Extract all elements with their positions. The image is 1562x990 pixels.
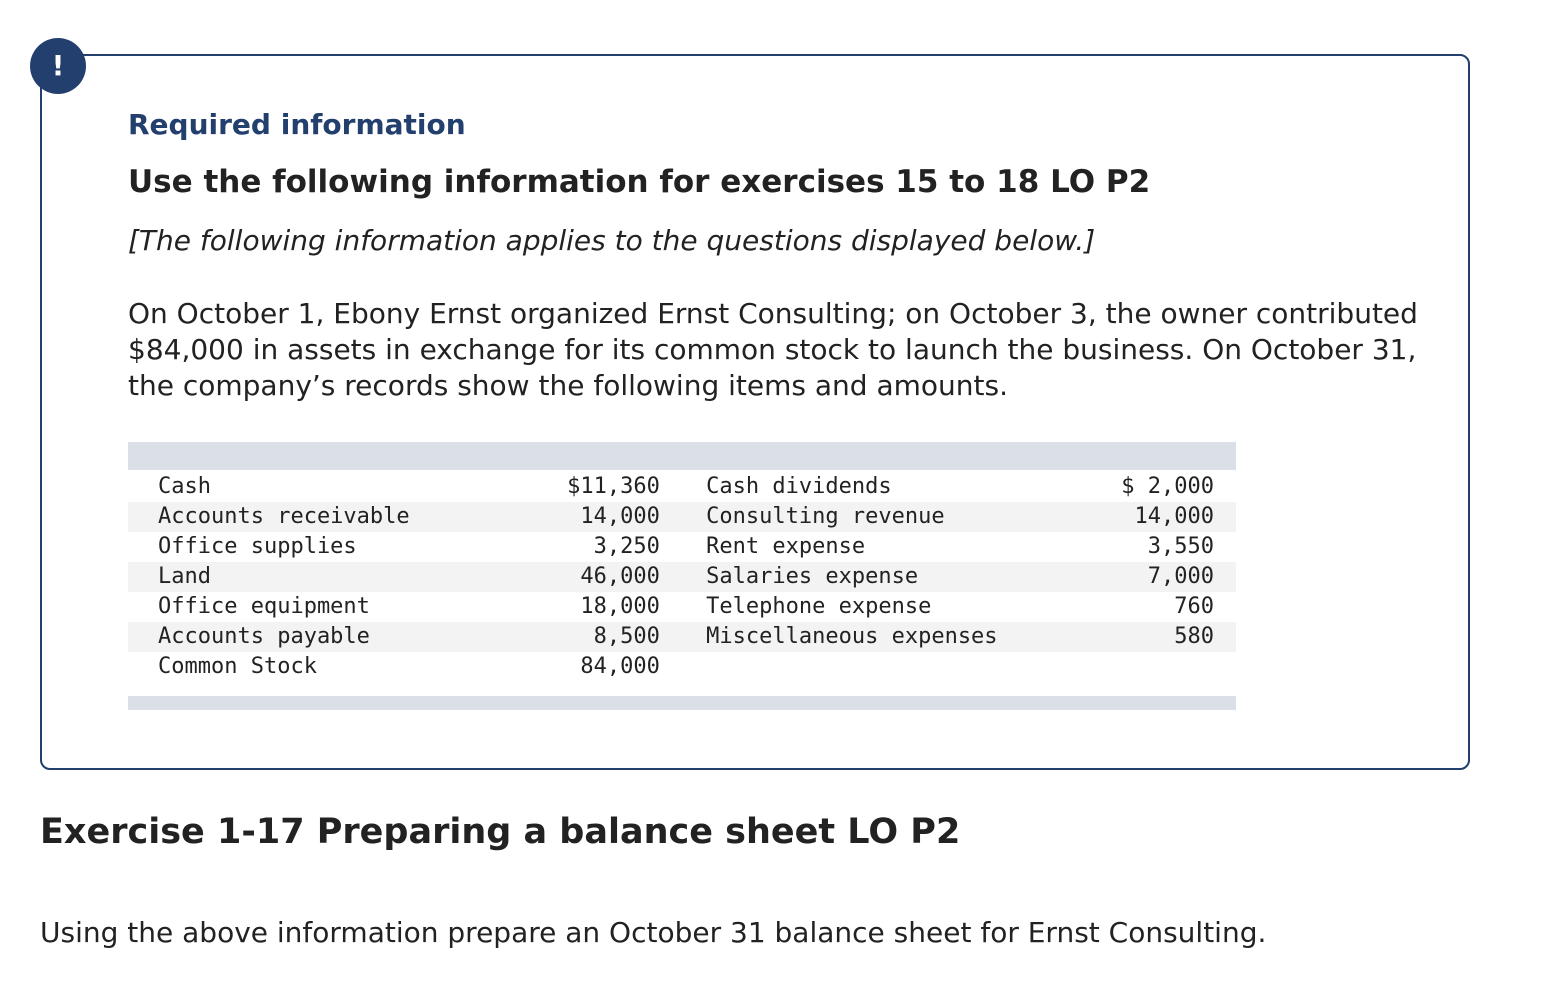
left-account-amount: 18,000 <box>580 594 660 619</box>
table-header-bar <box>128 442 1236 470</box>
table-row <box>128 502 1236 532</box>
exercise-title: Exercise 1-17 Preparing a balance sheet LO P2 <box>40 812 961 852</box>
exclamation-icon: ! <box>30 38 86 94</box>
right-account-amount: $ 2,000 <box>1121 474 1214 499</box>
exercise-instruction: Using the above information prepare an October 31 balance sheet for Ernst Consulting. <box>40 916 1267 949</box>
right-account-label: Salaries expense <box>706 562 1089 592</box>
right-account-label: Telephone expense <box>706 594 932 619</box>
required-information-panel <box>40 54 1470 770</box>
column-gap <box>660 592 706 622</box>
right-account-amount: 7,000 <box>1089 562 1236 592</box>
table-row <box>128 562 1236 592</box>
left-account-amount: 14,000 <box>551 502 660 532</box>
right-account-amount: 580 <box>1089 622 1236 652</box>
column-gap <box>660 472 706 502</box>
table-row <box>128 532 1236 562</box>
left-account-amount: 3,250 <box>593 534 660 559</box>
right-account-label: Rent expense <box>706 534 866 559</box>
left-account-label: Common Stock <box>128 652 551 682</box>
table-row <box>128 622 1236 652</box>
right-account-amount: 760 <box>1174 594 1214 619</box>
right-account-label: Miscellaneous expenses <box>706 622 1089 652</box>
right-account-label <box>706 652 1089 682</box>
left-account-label: Office supplies <box>158 534 357 559</box>
left-account-label: Cash <box>158 474 211 499</box>
left-account-amount: 46,000 <box>551 562 660 592</box>
accounts-table <box>128 442 1236 710</box>
right-account-amount <box>1089 652 1236 682</box>
left-account-label: Accounts payable <box>128 622 551 652</box>
column-gap <box>660 652 706 682</box>
left-account-amount: 8,500 <box>551 622 660 652</box>
right-account-label: Consulting revenue <box>706 502 1089 532</box>
required-information-heading: Required information <box>128 108 466 141</box>
table-row <box>128 652 1236 682</box>
table-row <box>128 472 1236 502</box>
left-account-label: Land <box>128 562 551 592</box>
left-account-amount: 84,000 <box>551 652 660 682</box>
right-account-amount: 3,550 <box>1147 534 1214 559</box>
applies-note: [The following information applies to the questions displayed below.] <box>128 224 1096 257</box>
column-gap <box>660 532 706 562</box>
left-account-label: Accounts receivable <box>128 502 551 532</box>
column-gap <box>660 502 706 532</box>
left-account-amount: $11,360 <box>567 474 660 499</box>
left-account-label: Office equipment <box>158 594 370 619</box>
column-gap <box>660 562 706 592</box>
table-footer-bar <box>128 696 1236 710</box>
accounts-grid <box>128 472 1236 682</box>
right-account-label: Cash dividends <box>706 474 892 499</box>
scenario-paragraph: On October 1, Ebony Ernst organized Ernst Consulting; on October 3, the owner contributed $84,000 in assets in exchange for its common stock to launch the business. On October 31, the company’s records show the following items and amounts. <box>128 297 1418 402</box>
right-account-amount: 14,000 <box>1089 502 1236 532</box>
exercises-subheading: Use the following information for exercises 15 to 18 LO P2 <box>128 164 1151 200</box>
column-gap <box>660 622 706 652</box>
table-row <box>128 592 1236 622</box>
